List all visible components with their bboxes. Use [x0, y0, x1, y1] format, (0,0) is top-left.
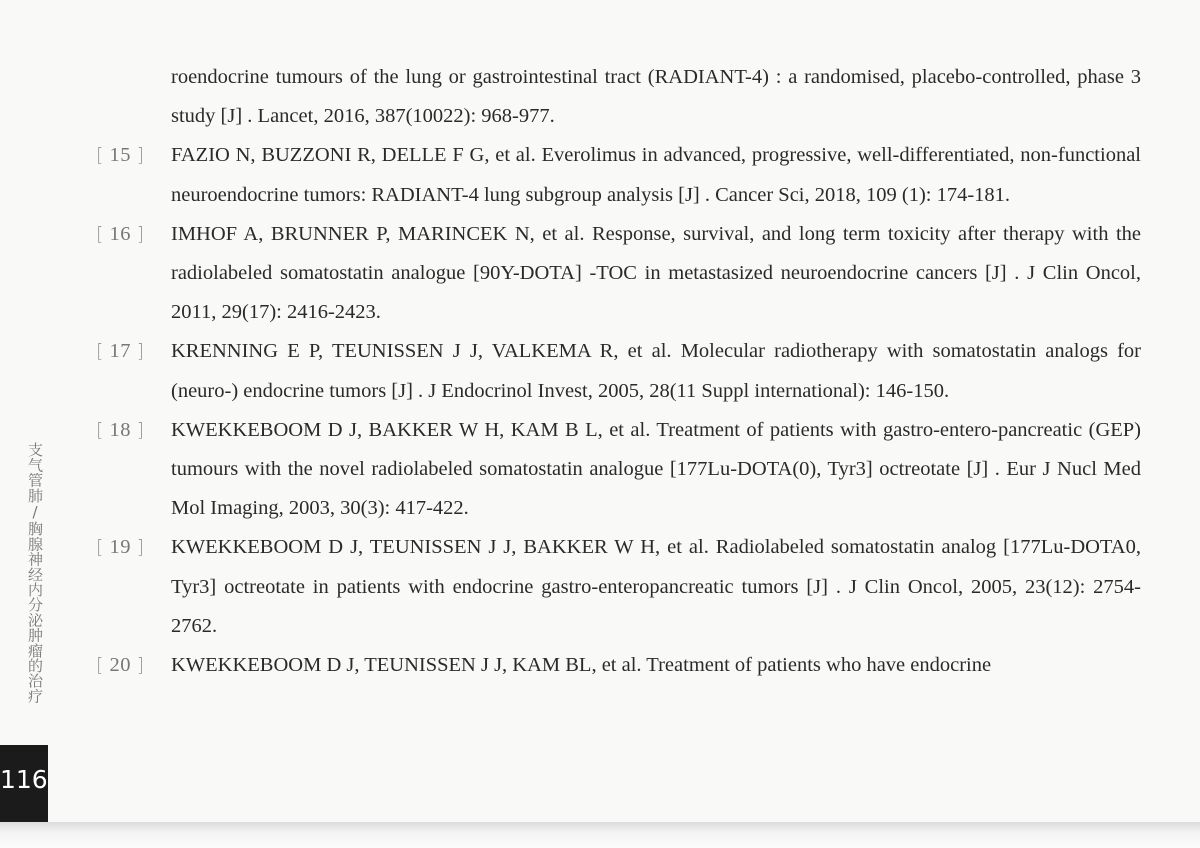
- page-bottom-edge: [0, 822, 1200, 848]
- page-number-tab: [0, 745, 48, 822]
- reference-number: [ 19 ]: [96, 536, 145, 559]
- reference-number: [ 20 ]: [96, 654, 145, 677]
- reference-item: [96, 215, 1141, 333]
- reference-item: [96, 58, 1141, 136]
- reference-number: [ 16 ]: [96, 222, 145, 245]
- reference-text: IMHOF A, BRUNNER P, MARINCEK N, et al. Response, survival, and long term toxicity after therapy with the radiolabeled somatostatin analogue [90Y-DOTA] -TOC in metastasized neuroendocrine cancers [J] . J Clin Oncol, 2011, 29(17): 2416-2423.: [171, 222, 1141, 324]
- reference-number: [ 18 ]: [96, 418, 145, 441]
- page-number: 116: [0, 765, 48, 794]
- reference-text: KWEKKEBOOM D J, TEUNISSEN J J, KAM BL, et al. Treatment of patients who have endocrine: [171, 654, 992, 677]
- reference-item: [96, 332, 1141, 410]
- reference-text: roendocrine tumours of the lung or gastrointestinal tract (RADIANT-4) : a randomised, placebo-controlled, phase 3 study [J] . Lancet, 2016, 387(10022): 968-977.: [171, 66, 1141, 128]
- reference-list: [96, 58, 1141, 685]
- reference-number: [ 17 ]: [96, 340, 145, 363]
- reference-number: [ 15 ]: [96, 144, 145, 167]
- reference-item: [96, 646, 1141, 685]
- reference-text: KWEKKEBOOM D J, BAKKER W H, KAM B L, et al. Treatment of patients with gastro-entero-pancreatic (GEP) tumours with the novel radiolabeled somatostatin analogue [177Lu-DOTA(0), Tyr3] octreotate [J] . Eur J Nucl Med Mol Imaging, 2003, 30(3): 417-422.: [171, 418, 1141, 520]
- reference-item: [96, 411, 1141, 529]
- chapter-side-title: 支气管肺/胸腺神经内分泌肿瘤的治疗: [26, 442, 44, 704]
- reference-text: KRENNING E P, TEUNISSEN J J, VALKEMA R, et al. Molecular radiotherapy with somatostatin analogs for (neuro-) endocrine tumors [J] . J Endocrinol Invest, 2005, 28(11 Suppl international): 146-150.: [171, 340, 1141, 402]
- reference-text: KWEKKEBOOM D J, TEUNISSEN J J, BAKKER W H, et al. Radiolabeled somatostatin analog [177Lu-DOTA0, Tyr3] octreotate in patients with endocrine gastro-enteropancreatic tumors [J] . J Clin Oncol, 2005, 23(12): 2754-2762.: [171, 536, 1141, 637]
- reference-item: [96, 528, 1141, 646]
- reference-text: FAZIO N, BUZZONI R, DELLE F G, et al. Everolimus in advanced, progressive, well-differentiated, non-functional neuroendocrine tumors: RADIANT-4 lung subgroup analysis [J] . Cancer Sci, 2018, 109 (1): 174-181.: [171, 144, 1141, 206]
- reference-item: [96, 136, 1141, 214]
